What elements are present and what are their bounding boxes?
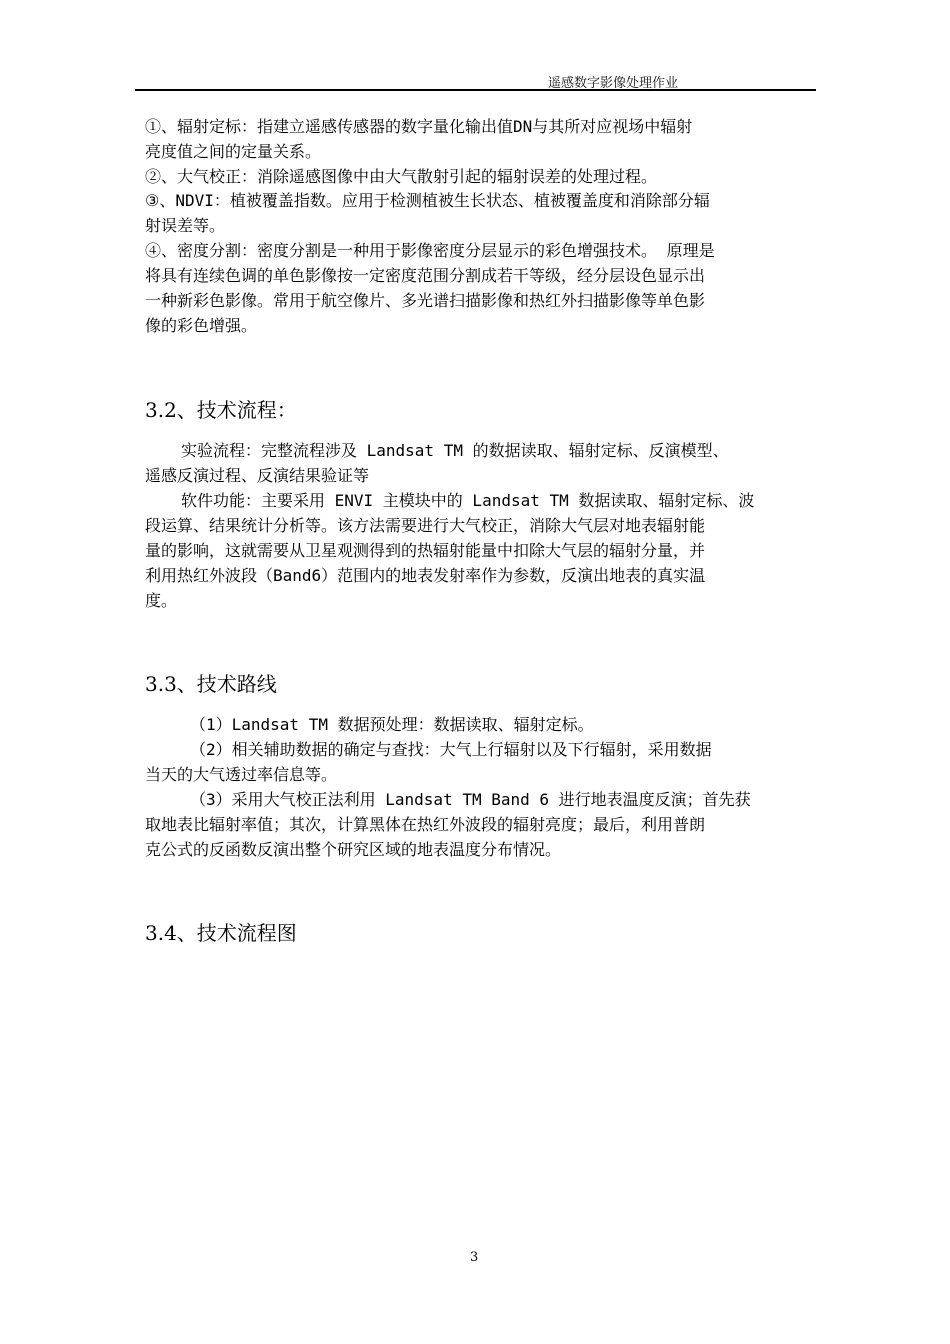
section-heading: 3.4、技术流程图 bbox=[145, 921, 297, 945]
definition-line: 射误差等。 bbox=[145, 216, 226, 235]
route-step: （2）相关辅助数据的确定与查找：大气上行辐射以及下行辐射，采用数据 bbox=[190, 740, 712, 759]
route-step: 当天的大气透过率信息等。 bbox=[145, 765, 338, 784]
route-step: （1）Landsat TM 数据预处理：数据读取、辐射定标。 bbox=[190, 715, 594, 734]
definition-line: ①、辐射定标：指建立遥感传感器的数字量化输出值DN与其所对应视场中辐射 bbox=[145, 117, 693, 136]
route-step: 取地表比辐射率值；其次，计算黑体在热红外波段的辐射亮度；最后，利用普朗 bbox=[145, 815, 706, 834]
paragraph-line: 利用热红外波段（Band6）范围内的地表发射率作为参数，反演出地表的真实温 bbox=[145, 566, 706, 585]
definition-line: 像的彩色增强。 bbox=[145, 316, 258, 335]
definition-line: ②、大气校正：消除遥感图像中由大气散射引起的辐射误差的处理过程。 bbox=[145, 167, 658, 186]
section-heading: 3.2、技术流程： bbox=[145, 398, 297, 422]
header-divider bbox=[135, 89, 816, 91]
definition-line: ④、密度分割：密度分割是一种用于影像密度分层显示的彩色增强技术。 原理是 bbox=[145, 241, 715, 260]
paragraph-line: 软件功能：主要采用 ENVI 主模块中的 Landsat TM 数据读取、辐射定标、波 bbox=[181, 491, 755, 510]
section-heading: 3.3、技术路线 bbox=[145, 672, 277, 696]
paragraph-line: 段运算、结果统计分析等。该方法需要进行大气校正，消除大气层对地表辐射能 bbox=[145, 516, 706, 535]
route-step: 克公式的反函数反演出整个研究区域的地表温度分布情况。 bbox=[145, 840, 562, 859]
paragraph-line: 遥感反演过程、反演结果验证等 bbox=[145, 466, 370, 485]
definition-line: ③、NDVI：植被覆盖指数。应用于检测植被生长状态、植被覆盖度和消除部分辐 bbox=[145, 191, 710, 210]
definition-line: 亮度值之间的定量关系。 bbox=[145, 142, 322, 161]
paragraph-line: 实验流程：完整流程涉及 Landsat TM 的数据读取、辐射定标、反演模型、 bbox=[181, 441, 729, 460]
definition-line: 将具有连续色调的单色影像按一定密度范围分割成若干等级，经分层设色显示出 bbox=[145, 266, 706, 285]
route-step: （3）采用大气校正法利用 Landsat TM Band 6 进行地表温度反演；首先获 bbox=[190, 790, 751, 809]
definition-line: 一种新彩色影像。常用于航空像片、多光谱扫描影像和热红外扫描影像等单色影 bbox=[145, 291, 706, 310]
paragraph-line: 度。 bbox=[145, 591, 178, 610]
paragraph-line: 量的影响，这就需要从卫星观测得到的热辐射能量中扣除大气层的辐射分量，并 bbox=[145, 541, 706, 560]
running-header: 遥感数字影像处理作业 bbox=[548, 76, 679, 91]
page-number: 3 bbox=[470, 1250, 479, 1265]
